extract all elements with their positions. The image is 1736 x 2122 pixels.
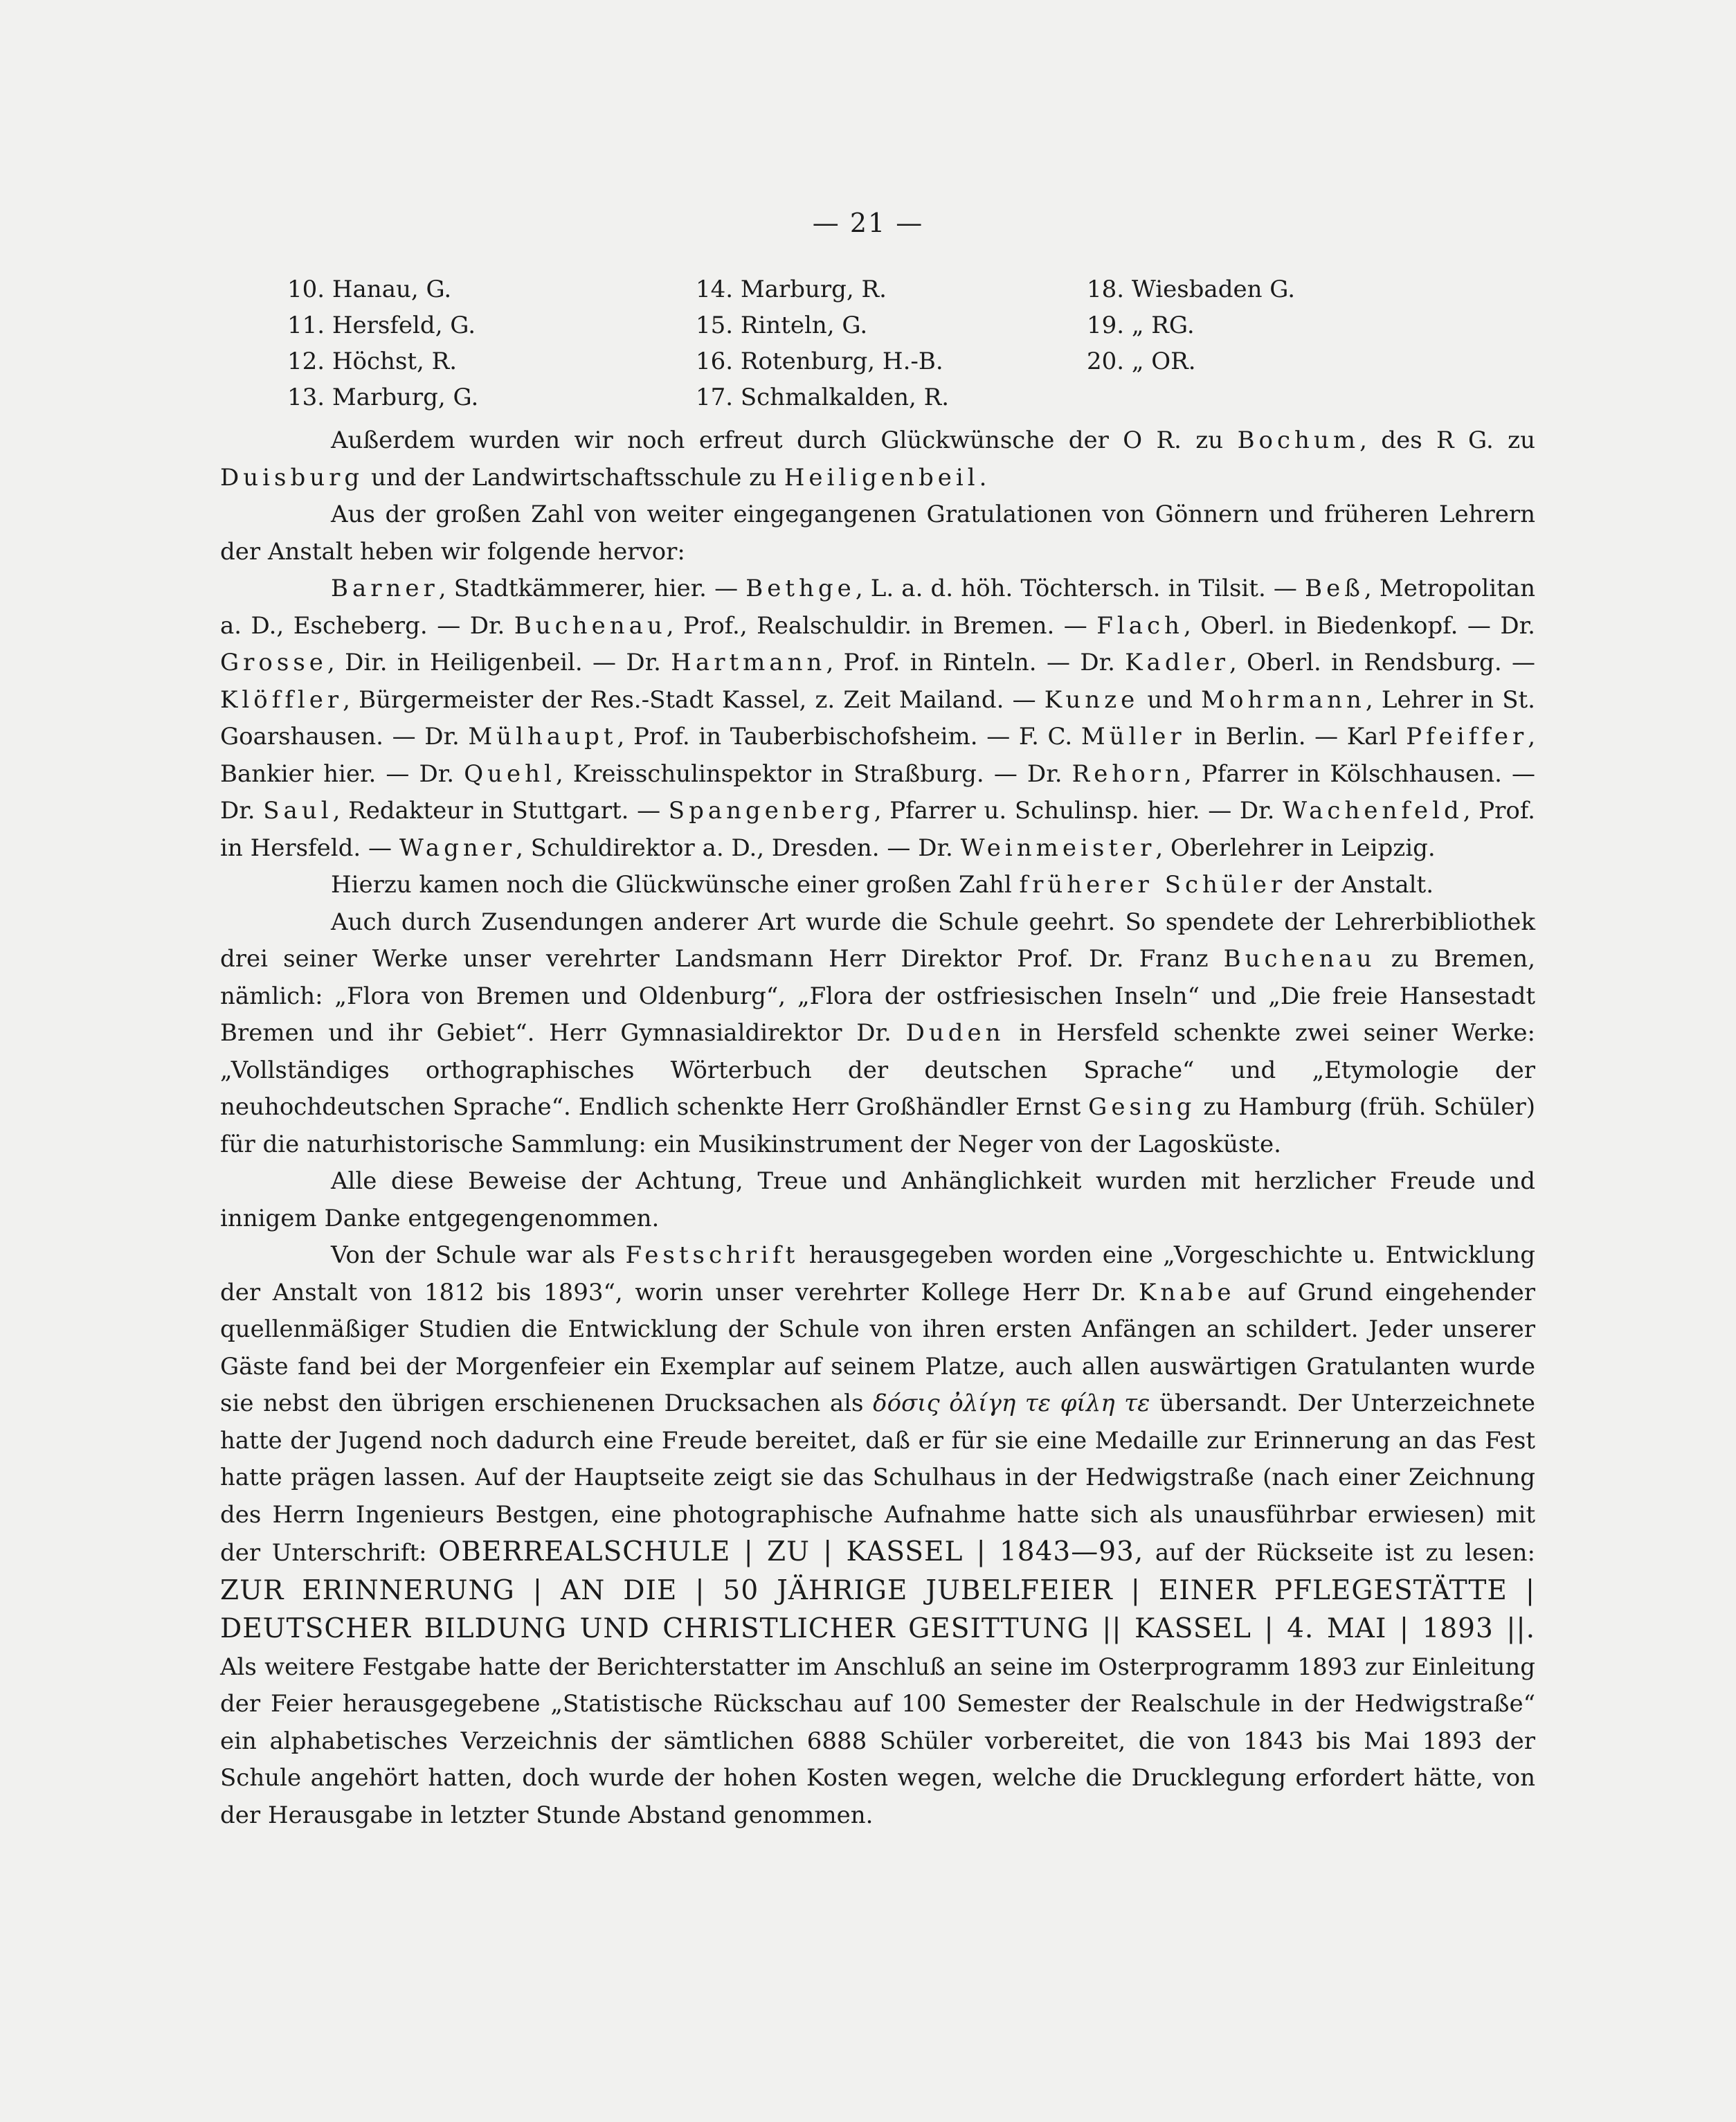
list-item: 14. Marburg, R. <box>696 276 887 303</box>
text-run: auf Grund eingehender quellenmäßiger Studien die Entwicklung der Schule von ihren ersten Anfängen an schildert. Jeder unserer Gäste fand bei der Morgenfeier ein Exemplar auf seinem Platze, auch allen auswärtigen Gratulanten wurde sie nebst den übrigen erschienenen Drucksachen als <box>220 1278 1536 1417</box>
spaced-name: Festschrift <box>625 1241 799 1269</box>
spaced-name: Barner <box>331 575 439 602</box>
text-run: , Bürgermeister der Res.-Stadt Kassel, z. Zeit Mailand. — <box>343 685 1045 714</box>
spaced-name: Klöffler <box>220 685 343 714</box>
paragraph-congratulations <box>220 422 1535 496</box>
spaced-name: Gesing <box>1088 1093 1196 1121</box>
spaced-name: Quehl <box>464 759 556 788</box>
spaced-name: Knabe <box>1139 1278 1236 1306</box>
spaced-name: Grosse <box>220 649 327 676</box>
text-run: zu Hamburg (früh. Schüler) für die naturhistorische Sammlung: ein Musikinstrument der Neger von der Lagosküste. <box>220 1093 1536 1158</box>
spaced-name: früherer Schüler <box>1019 871 1287 899</box>
text-run: , Prof. in Rinteln. — Dr. <box>826 649 1125 676</box>
text-run: übersandt. Der Unterzeichnete hatte der Jugend noch dadurch eine Freude bereitet, daß er für sie eine Medaille zur Erinnerung an das Fest hatte prägen lassen. Auf der Hauptseite zeigt sie das Schulhaus in der Hedwigstraße (nach einer Zeichnung des Herrn Ingenieurs Bestgen, eine photographische Aufnahme hatte sich als unausführbar erwiesen) mit der Unterschrift: <box>220 1390 1535 1567</box>
text-run: , Dir. in Heiligenbeil. — Dr. <box>327 649 671 676</box>
spaced-name: Duisburg <box>220 463 364 492</box>
list-item: 19. „ RG. <box>1087 312 1195 339</box>
text-run: , Pfarrer in Kölschhausen. — Dr. <box>220 759 1535 825</box>
text-run: , Schuldirektor a. D., Dresden. — Dr. <box>516 834 961 862</box>
list-item: 17. Schmalkalden, R. <box>696 384 950 411</box>
text-run: in Berlin. — Karl <box>1185 723 1407 750</box>
text-run: der Anstalt. <box>1293 871 1434 899</box>
text-run: , Stadtkämmerer, hier. — <box>438 575 746 602</box>
text-run: , Prof. in Hersfeld. — <box>220 797 1535 862</box>
list-item: 16. Rotenburg, H.-B. <box>696 348 943 375</box>
spaced-name: Müller <box>1081 723 1186 750</box>
spaced-name: Kadler <box>1125 649 1229 676</box>
text-run: und der Landwirtschaftsschule zu <box>370 463 777 492</box>
list-item: 12. Höchst, R. <box>287 348 458 375</box>
school-list-column-1 <box>287 271 478 415</box>
spaced-name: Saul <box>263 797 333 825</box>
paragraph-festschrift <box>220 1237 1535 1834</box>
paragraph-thanks: Alle diese Beweise der Achtung, Treue und Anhänglichkeit wurden mit herzlicher Freude und innigem Danke entgegengenommen. <box>220 1167 1535 1232</box>
spaced-name: Mohrmann <box>1201 685 1366 714</box>
spaced-name: Buchenau <box>514 611 667 640</box>
text-run: , Bankier hier. — Dr. <box>220 723 1536 788</box>
text-run: Außerdem wurden wir noch erfreut durch Glückwünsche der O R. zu <box>331 426 1224 454</box>
text-run: , Oberl. in Rendsburg. — <box>1229 649 1535 676</box>
paragraph-former-pupils <box>220 867 1535 904</box>
spaced-name: Heiligenbeil <box>784 463 979 492</box>
spaced-name: Flach <box>1096 611 1184 640</box>
list-item: 13. Marburg, G. <box>287 384 479 411</box>
paragraph-intro-list: Aus der großen Zahl von weiter eingegangenen Gratulationen von Gönnern und früheren Lehrern der Anstalt heben wir folgende hervor: <box>220 501 1535 566</box>
text-run: herausgegeben worden eine „Vorgeschichte u. Entwicklung der Anstalt von 1812 bis 1893“, worin unser verehrter Kollege Herr Dr. <box>220 1241 1535 1306</box>
text-run: , Prof., Realschuldir. in Bremen. — <box>666 611 1097 640</box>
spaced-name: Bochum <box>1237 426 1360 454</box>
spaced-name: Rehorn <box>1072 759 1184 788</box>
medal-inscription-front: OBERREALSCHULE | ZU | KASSEL | 1843—93, <box>438 1536 1144 1567</box>
text-run: , Redakteur in Stuttgart. — <box>332 797 669 825</box>
text-run: Auch durch Zusendungen anderer Art wurde die Schule geehrt. So spendete der Lehrerbibliothek drei seiner Werke unser verehrter Landsmann Herr Direktor Prof. Dr. Franz <box>220 908 1535 973</box>
spaced-name: Buchenau <box>1223 945 1376 973</box>
spaced-name: Wagner <box>399 834 516 862</box>
text-run: , Metropolitan a. D., Escheberg. — Dr. <box>220 575 1536 640</box>
text-run: , Oberlehrer in Leipzig. <box>1155 834 1436 862</box>
paragraph-donations <box>220 904 1535 1164</box>
spaced-name: Hartmann <box>671 649 826 676</box>
spaced-name: Weinmeister <box>960 834 1156 862</box>
text-run: , Lehrer in St. Goarshausen. — Dr. <box>220 685 1535 750</box>
body-text <box>220 422 1535 1834</box>
list-item: 20. „ OR. <box>1087 348 1196 375</box>
school-list-column-2 <box>696 271 949 415</box>
text-run: , Prof. in Tauberbischofsheim. — F. C. <box>617 723 1081 750</box>
spaced-name: Bethge <box>745 575 856 602</box>
greek-quote: δόσις ὀλίγη τε φίλη τε <box>873 1390 1150 1417</box>
text-run: , des R G. zu <box>1359 426 1535 454</box>
list-item: 18. Wiesbaden G. <box>1087 276 1296 303</box>
text-run: und <box>1139 685 1202 714</box>
text-run: , L. a. d. höh. Töchtersch. in Tilsit. — <box>855 575 1305 602</box>
text-run: , Oberl. in Biedenkopf. — Dr. <box>1183 611 1535 640</box>
page-number: — 21 — <box>812 208 924 238</box>
text-run: Hierzu kamen noch die Glückwünsche einer großen Zahl <box>331 871 1012 899</box>
spaced-name: Wachenfeld <box>1283 797 1463 825</box>
text-run: Als weitere Festgabe hatte der Berichterstatter im Anschluß an seine im Osterprogramm 1893 zur Einleitung der Feier herausgegebene „Statistische Rückschau auf 100 Semester der Realschule in der Hedwigstraße“ ein alphabetisches Verzeichnis der sämtlichen 6888 Schüler vorbereitet, die von 1843 bis Mai 1893 der Schule angehört hatten, doch wurde der hohen Kosten wegen, welche die Drucklegung erfordert hätte, von der Herausgabe in letzter Stunde Abstand genommen. <box>220 1653 1535 1829</box>
text-run: . <box>979 463 987 492</box>
spaced-name: Mülhaupt <box>468 723 617 750</box>
list-item: 15. Rinteln, G. <box>696 312 868 339</box>
paragraph-name-list <box>220 570 1535 867</box>
text-run: zu Bremen, nämlich: „Flora von Bremen und Oldenburg“, „Flora der ostfriesischen Inseln“ und „Die freie Hansestadt Bremen und ihr Gebiet“. Herr Gymnasialdirektor Dr. <box>220 945 1536 1047</box>
spaced-name: Pfeiffer <box>1406 723 1528 750</box>
text-run: auf der Rückseite ist zu lesen: <box>1155 1539 1535 1567</box>
text-run: in Hersfeld schenkte zwei seiner Werke: „Vollständiges orthographisches Wörterbuch der deutschen Sprache“ und „Etymologie der neuhochdeutschen Sprache“. Endlich schenkte Herr Großhändler Ernst <box>220 1019 1536 1121</box>
text-run: , Kreisschulinspektor in Straßburg. — Dr. <box>555 759 1072 788</box>
spaced-name: Duden <box>905 1019 1005 1047</box>
list-item: 11. Hersfeld, G. <box>287 312 476 339</box>
school-list-column-3 <box>1087 271 1295 379</box>
spaced-name: Spangenberg <box>668 797 874 825</box>
medal-inscription-back: ZUR ERINNERUNG | AN DIE | 50 JÄHRIGE JUBELFEIER | EINER PFLEGESTÄTTE | DEUTSCHER BILDUNG UND CHRISTLICHER GESITTUNG || KASSEL | 4. MAI | 1893 ||. <box>220 1574 1535 1644</box>
spaced-name: Kunze <box>1044 685 1139 714</box>
text-run: Von der Schule war als <box>331 1241 616 1269</box>
spaced-name: Beß <box>1305 575 1364 602</box>
list-item: 10. Hanau, G. <box>287 276 452 303</box>
text-run: , Pfarrer u. Schulinsp. hier. — Dr. <box>874 797 1283 825</box>
